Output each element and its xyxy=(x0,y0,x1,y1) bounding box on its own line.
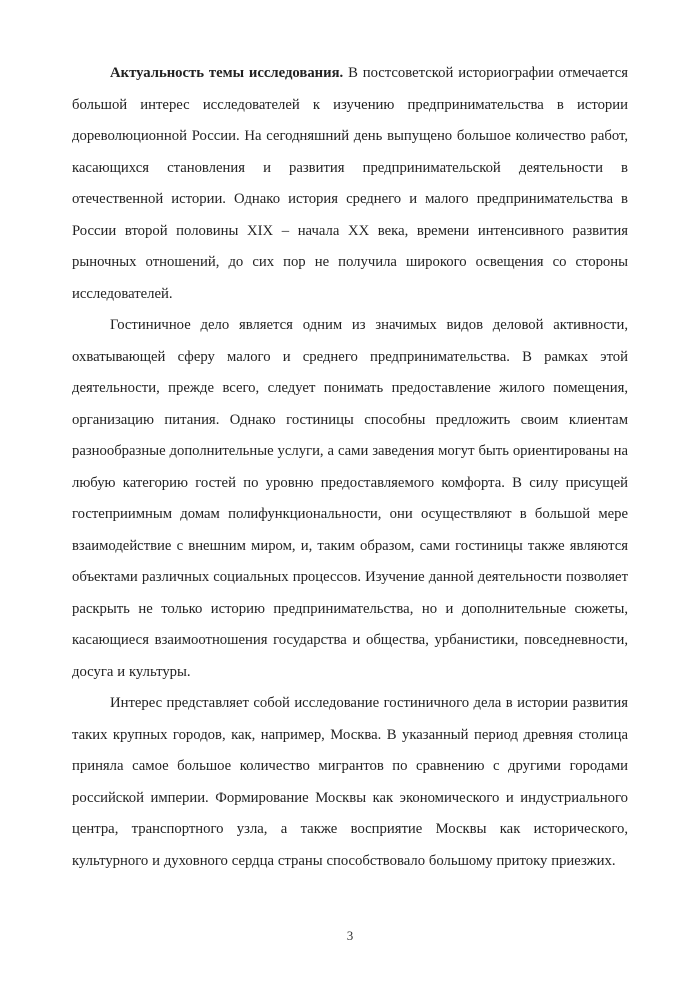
paragraph-3-text: Интерес представляет собой исследование гостиничного дела в истории развития таких крупных городов, как, например, Москва. В указанный период древняя столица приняла самое большое количество мигрантов по сравнению с другими городами российской империи. Формирование Москвы как экономического и индустриального центра, транспортного узла, а также восприятие Москвы как исторического, культурного и духовного сердца страны способствовало большому притоку приезжих. xyxy=(72,695,628,869)
paragraph-1-lead: Актуальность темы исследования. xyxy=(110,65,344,81)
paragraph-2 xyxy=(72,310,628,688)
page-number: 3 xyxy=(346,928,354,943)
paragraph-1 xyxy=(72,58,628,310)
footer-artifact-text xyxy=(60,975,640,985)
paragraph-2-text: Гостиничное дело является одним из значимых видов деловой активности, охватывающей сферу малого и среднего предпринимательства. В рамках этой деятельности, прежде всего, следует понимать предоставление жилого помещения, организацию питания. Однако гостиницы способны предложить своим клиентам разнообразные дополнительные услуги, а сами заведения могут быть ориентированы на любую категорию гостей по уровню предоставляемого комфорта. В силу присущей гостеприимным домам полифункциональности, они осуществляют в большой мере взаимодействие с внешним миром, и, таким образом, сами гостиницы также являются объектами различных социальных процессов. Изучение данной деятельности позволяет раскрыть не только историю предпринимательства, но и дополнительные сюжеты, касающиеся взаимоотношения государства и общества, урбанистики, повседневности, досуга и культуры. xyxy=(72,317,628,680)
footer-artifact xyxy=(60,975,640,985)
paragraph-3 xyxy=(72,688,628,877)
page-body-text xyxy=(72,58,628,877)
paragraph-1-text: В постсоветской историографии отмечается большой интерес исследователей к изучению предпринимательства в истории дореволюционной России. На сегодняшний день выпущено большое количество работ, касающихся становления и развития предпринимательской деятельности в отечественной истории. Однако история среднего и малого предпринимательства в России второй половины XIX – начала XX века, времени интенсивного развития рыночных отношений, до сих пор не получила широкого освещения со стороны исследователей. xyxy=(72,65,628,302)
